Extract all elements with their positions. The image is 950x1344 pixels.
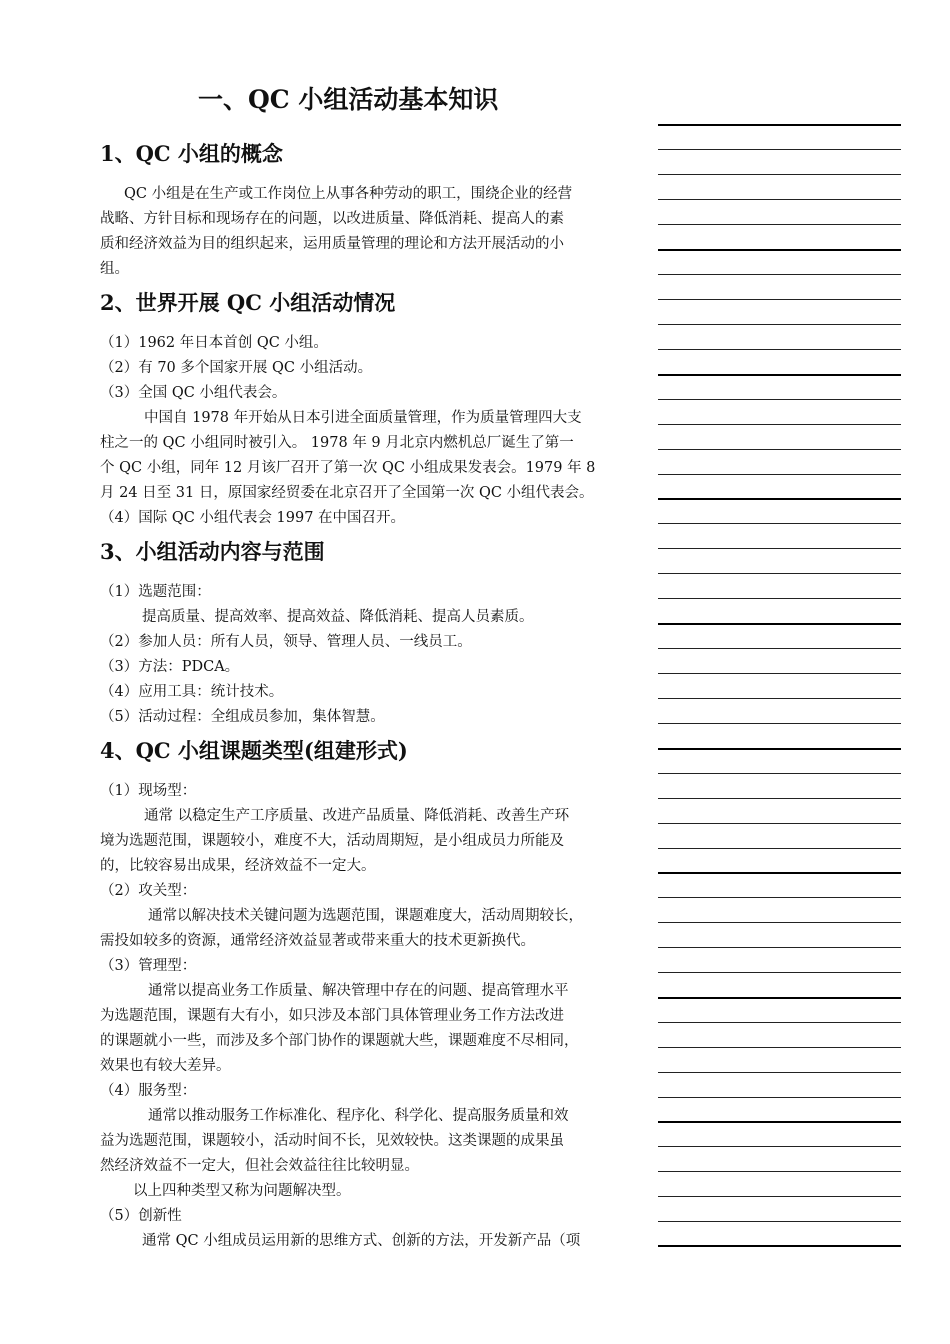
note-line bbox=[658, 748, 901, 750]
note-line bbox=[658, 324, 901, 325]
section-4-line-3: 境为选题范围，课题较小，难度不大，活动周期短，是小组成员力所能及 bbox=[100, 833, 564, 849]
note-line bbox=[658, 124, 901, 126]
note-line bbox=[658, 897, 901, 898]
section-1-line-2: 战略、方针目标和现场存在的问题，以改进质量、降低消耗、提高人的素 bbox=[100, 211, 564, 227]
note-line bbox=[658, 823, 901, 824]
note-lines bbox=[658, 0, 901, 1344]
note-line bbox=[658, 723, 901, 724]
section-3-line-4: （3）方法：PDCA。 bbox=[100, 659, 240, 675]
section-3-line-5: （4）应用工具：统计技术。 bbox=[100, 684, 284, 700]
section-2-line-7: 月 24 日至 31 日，原国家经贸委在北京召开了全国第一次 QC 小组代表会。 bbox=[100, 485, 594, 501]
note-line bbox=[658, 872, 901, 874]
note-line bbox=[658, 474, 901, 475]
section-1-line-4: 组。 bbox=[100, 261, 129, 277]
note-line bbox=[658, 374, 901, 376]
note-line bbox=[658, 149, 901, 150]
note-line bbox=[658, 548, 901, 549]
note-line bbox=[658, 1072, 901, 1073]
note-line bbox=[658, 174, 901, 175]
section-2-heading: 2、世界开展 QC 小组活动情况 bbox=[100, 290, 396, 315]
section-4-line-12: 效果也有较大差异。 bbox=[100, 1058, 231, 1074]
section-4-line-17: 以上四种类型又称为问题解决型。 bbox=[133, 1183, 351, 1199]
section-2-line-1: （1）1962 年日本首创 QC 小组。 bbox=[100, 335, 328, 351]
section-2-line-8: （4）国际 QC 小组代表会 1997 在中国召开。 bbox=[100, 510, 406, 526]
note-line bbox=[658, 798, 901, 799]
section-4-line-6: 通常以解决技术关键问题为选题范围，课题难度大，活动周期较长， bbox=[148, 908, 583, 924]
note-line bbox=[658, 349, 901, 350]
note-line bbox=[658, 1121, 901, 1123]
note-line bbox=[658, 523, 901, 524]
section-3-heading: 3、小组活动内容与范围 bbox=[100, 539, 325, 564]
section-4-heading: 4、QC 小组课题类型(组建形式) bbox=[100, 738, 408, 763]
section-4-line-19: 通常 QC 小组成员运用新的思维方式、创新的方法，开发新产品（项 bbox=[142, 1233, 581, 1249]
note-line bbox=[658, 399, 901, 400]
note-line bbox=[658, 947, 901, 948]
section-3-line-2: 提高质量、提高效率、提高效益、降低消耗、提高人员素质。 bbox=[142, 609, 534, 625]
note-line bbox=[658, 972, 901, 973]
note-line bbox=[658, 1097, 901, 1098]
section-4-line-14: 通常以推动服务工作标准化、程序化、科学化、提高服务质量和效 bbox=[148, 1108, 569, 1124]
section-1-heading: 1、QC 小组的概念 bbox=[100, 141, 283, 166]
section-2-line-6: 个 QC 小组，同年 12 月该厂召开了第一次 QC 小组成果发表会。1979 年 8 bbox=[100, 460, 596, 476]
note-line bbox=[658, 623, 901, 625]
note-line bbox=[658, 274, 901, 275]
note-line bbox=[658, 199, 901, 200]
section-1-line-1: QC 小组是在生产或工作岗位上从事各种劳动的职工，围绕企业的经营 bbox=[124, 186, 573, 202]
note-line bbox=[658, 1245, 901, 1247]
section-4-line-2: 通常 以稳定生产工序质量、改进产品质量、降低消耗、改善生产环 bbox=[144, 808, 570, 824]
note-line bbox=[658, 598, 901, 599]
note-line bbox=[658, 673, 901, 674]
section-3-line-1: （1）选题范围： bbox=[100, 584, 211, 600]
section-4-line-8: （3）管理型： bbox=[100, 958, 197, 974]
note-line bbox=[658, 1221, 901, 1222]
section-4-line-15: 益为选题范围，课题较小，活动时间不长，见效较快。这类课题的成果虽 bbox=[100, 1133, 564, 1149]
note-line bbox=[658, 424, 901, 425]
note-line bbox=[658, 249, 901, 251]
page-title: 一、QC 小组活动基本知识 bbox=[198, 85, 499, 114]
section-4-line-18: （5）创新性 bbox=[100, 1208, 182, 1224]
note-line bbox=[658, 573, 901, 574]
section-2-line-4: 中国自 1978 年开始从日本引进全面质量管理，作为质量管理四大支 bbox=[144, 410, 582, 426]
note-line bbox=[658, 1047, 901, 1048]
section-4-line-16: 然经济效益不一定大，但社会效益往往比较明显。 bbox=[100, 1158, 419, 1174]
section-4-line-4: 的，比较容易出成果，经济效益不一定大。 bbox=[100, 858, 376, 874]
note-line bbox=[658, 1196, 901, 1197]
section-3-line-6: （5）活动过程：全组成员参加，集体智慧。 bbox=[100, 709, 385, 725]
note-line bbox=[658, 299, 901, 300]
section-4-line-10: 为选题范围，课题有大有小，如只涉及本部门具体管理业务工作方法改进 bbox=[100, 1008, 564, 1024]
note-line bbox=[658, 773, 901, 774]
note-line bbox=[658, 698, 901, 699]
section-4-line-5: （2）攻关型： bbox=[100, 883, 197, 899]
note-line bbox=[658, 1022, 901, 1023]
section-2-line-3: （3）全国 QC 小组代表会。 bbox=[100, 385, 287, 401]
section-4-line-13: （4）服务型： bbox=[100, 1083, 197, 1099]
note-line bbox=[658, 997, 901, 999]
note-line bbox=[658, 498, 901, 500]
note-line bbox=[658, 224, 901, 225]
note-line bbox=[658, 922, 901, 923]
note-line bbox=[658, 449, 901, 450]
section-4-line-1: （1）现场型： bbox=[100, 783, 197, 799]
section-2-line-2: （2）有 70 多个国家开展 QC 小组活动。 bbox=[100, 360, 373, 376]
note-line bbox=[658, 1146, 901, 1147]
section-4-line-9: 通常以提高业务工作质量、解决管理中存在的问题、提高管理水平 bbox=[148, 983, 569, 999]
section-4-line-11: 的课题就小一些，而涉及多个部门协作的课题就大些，课题难度不尽相同， bbox=[100, 1033, 579, 1049]
section-3-line-3: （2）参加人员：所有人员，领导、管理人员、一线员工。 bbox=[100, 634, 472, 650]
note-line bbox=[658, 648, 901, 649]
section-2-line-5: 柱之一的 QC 小组同时被引入。 1978 年 9 月北京内燃机总厂诞生了第一 bbox=[100, 435, 574, 451]
note-line bbox=[658, 848, 901, 849]
section-4-line-7: 需投如较多的资源，通常经济效益显著或带来重大的技术更新换代。 bbox=[100, 933, 535, 949]
section-1-line-3: 质和经济效益为目的组织起来，运用质量管理的理论和方法开展活动的小 bbox=[100, 236, 564, 252]
note-line bbox=[658, 1171, 901, 1172]
